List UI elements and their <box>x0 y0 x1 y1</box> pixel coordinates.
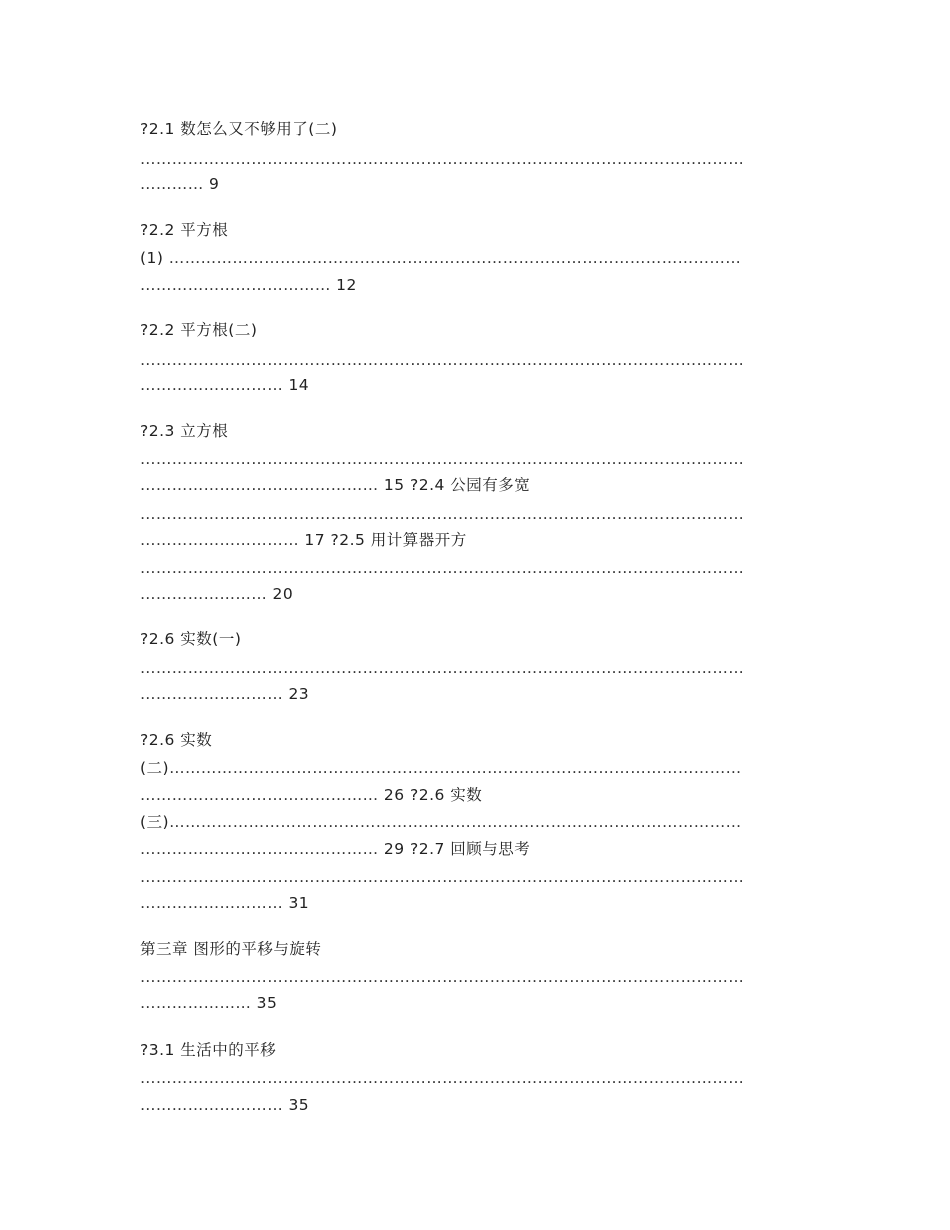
toc-page-number: 14 <box>288 376 310 394</box>
toc-prefix: (二) <box>140 759 170 777</box>
toc-title: ?2.3 立方根 <box>140 422 229 440</box>
toc-page-number: 23 <box>288 685 310 703</box>
toc-leader <box>140 684 812 704</box>
leader-dots: ………… <box>140 175 209 193</box>
toc-page-number: 35 <box>256 994 278 1012</box>
toc-prefix: (1) <box>140 249 164 267</box>
leader-dots: …………………………………………………………………………………………………… <box>140 505 745 523</box>
toc-leader <box>140 350 812 370</box>
toc-leader <box>140 558 812 578</box>
toc-page-number: 17 <box>304 531 326 549</box>
toc-page-number: 15 <box>383 476 405 494</box>
toc-leader <box>140 530 812 550</box>
toc-leader <box>140 174 812 194</box>
toc-leader <box>140 1068 812 1088</box>
toc-page-number: 29 <box>383 840 405 858</box>
toc-leader <box>140 993 812 1013</box>
toc-leader <box>140 275 812 295</box>
toc-page-number: 35 <box>288 1096 310 1114</box>
toc-leader <box>140 475 812 495</box>
toc-title: ?2.1 数怎么又不够用了(二) <box>140 120 338 138</box>
leader-dots: ……………………………………… <box>140 840 384 858</box>
leader-dots: ……………………………………………………………………………………………… <box>163 249 742 267</box>
toc-title: ?2.6 实数 <box>140 731 213 749</box>
toc-leader <box>140 375 812 395</box>
leader-dots: …………………… <box>140 585 273 603</box>
toc-leader <box>140 967 812 987</box>
toc-leader <box>140 839 812 859</box>
toc-title: ?2.6 实数 <box>410 786 483 804</box>
leader-dots: ……………………… <box>140 1096 289 1114</box>
toc-leader <box>140 785 812 805</box>
leader-dots: ………………… <box>140 994 257 1012</box>
toc-leader <box>140 658 812 678</box>
toc-title: ?2.5 用计算器开方 <box>330 531 467 549</box>
toc-title: ?2.4 公园有多宽 <box>410 476 531 494</box>
toc-title: ?2.6 实数(一) <box>140 630 242 648</box>
leader-dots: ……………………… <box>140 685 289 703</box>
leader-dots: ……………………… <box>140 376 289 394</box>
leader-dots: ……………………… <box>140 894 289 912</box>
leader-dots: …………………………………………………………………………………………………… <box>140 351 745 369</box>
toc-page-number: 31 <box>288 894 310 912</box>
toc-title: 第三章 图形的平移与旋转 <box>140 940 322 958</box>
leader-dots: …………………………………………………………………………………………………… <box>140 659 745 677</box>
toc-leader <box>140 504 812 524</box>
toc-title: ?2.2 平方根 <box>140 221 229 239</box>
leader-dots: …………………………………………………………………………………………………… <box>140 450 745 468</box>
toc-prefix: (三) <box>140 813 170 831</box>
leader-dots: ……………………………………………………………………………………………… <box>169 813 742 831</box>
toc-page-number: 20 <box>272 585 294 603</box>
leader-dots: ……………………………………… <box>140 476 384 494</box>
leader-dots: ……………………………………………………………………………………………… <box>169 759 742 777</box>
toc-leader <box>140 867 812 887</box>
toc-leader <box>140 1095 812 1115</box>
toc-leader <box>140 449 812 469</box>
toc-leader <box>140 584 812 604</box>
toc-page-number: 9 <box>208 175 220 193</box>
toc-leader <box>140 149 812 169</box>
toc-title: ?3.1 生活中的平移 <box>140 1041 277 1059</box>
leader-dots: ………………………… <box>140 531 305 549</box>
leader-dots: …………………………………………………………………………………………………… <box>140 968 745 986</box>
toc-page-number: 26 <box>383 786 405 804</box>
toc-title: ?2.2 平方根(二) <box>140 321 258 339</box>
toc-leader <box>140 248 812 268</box>
leader-dots: …………………………………………………………………………………………………… <box>140 559 745 577</box>
toc-title: ?2.7 回顾与思考 <box>410 840 531 858</box>
toc-leader <box>140 758 812 778</box>
toc-leader <box>140 893 812 913</box>
leader-dots: ……………………………………… <box>140 786 384 804</box>
leader-dots: ……………………………… <box>140 276 337 294</box>
leader-dots: …………………………………………………………………………………………………… <box>140 1069 745 1087</box>
leader-dots: …………………………………………………………………………………………………… <box>140 150 745 168</box>
leader-dots: …………………………………………………………………………………………………… <box>140 868 745 886</box>
toc-leader <box>140 812 812 832</box>
toc-page-number: 12 <box>336 276 357 294</box>
